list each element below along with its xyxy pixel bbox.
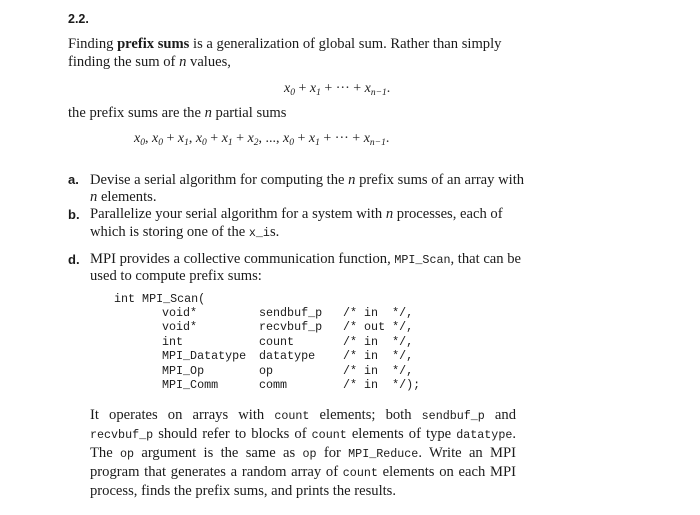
closing-code-mpi-reduce: MPI_Reduce <box>348 447 419 461</box>
p-t1: x <box>134 131 141 146</box>
eq-plus-1: + <box>294 81 310 96</box>
p-t3-plus-2: + <box>232 131 248 146</box>
qa-line2-b: elements. <box>97 189 157 205</box>
intro-text-2: is a generalization of global sum. Rather than simply <box>189 36 502 52</box>
code-comment: /* in */); <box>343 378 421 393</box>
closing-text: . The <box>90 426 516 461</box>
qb-var-n: n <box>385 206 394 222</box>
p-t1-sub: 0 <box>140 138 145 148</box>
eq-end: . <box>386 81 391 96</box>
p-t3-plus-1: + <box>206 131 222 146</box>
mid-text-b: partial sums <box>211 105 287 121</box>
code-header: int MPI_Scan( <box>114 292 206 306</box>
p-comma-3: , <box>258 131 266 146</box>
qb-code-xi: x_i <box>248 226 270 240</box>
p-t4-dots: ··· <box>334 131 349 146</box>
question-a-line-2 <box>90 188 156 206</box>
eq-x1: x <box>309 81 317 96</box>
intro-var-n: n <box>179 54 187 70</box>
code-type: void* <box>162 320 198 335</box>
code-type: MPI_Op <box>162 363 205 378</box>
eq-xn-sub: n−1 <box>370 88 387 98</box>
eq-x1-sub: 1 <box>316 88 321 98</box>
intro-line2-b: values, <box>186 54 231 70</box>
code-param: comm <box>259 378 288 393</box>
code-type: MPI_Comm <box>162 378 219 393</box>
mid-text-a: the prefix sums are the <box>68 105 205 121</box>
question-b-line-2 <box>90 223 279 242</box>
closing-text: elements on each MPI process, finds the prefix sums, and prints the results. <box>90 464 516 499</box>
intro-line-2 <box>68 53 231 71</box>
code-type: MPI_Datatype <box>162 349 247 364</box>
code-param: op <box>259 363 274 378</box>
code-names <box>259 306 322 392</box>
intro-line2-a: finding the sum of <box>68 54 180 70</box>
intro-bold-term: prefix sums <box>117 36 190 52</box>
qb-line1-a: Parallelize your serial algorithm for a system with <box>90 206 386 222</box>
qd-code-mpi-scan: MPI_Scan <box>394 253 451 267</box>
qb-line2-b: s. <box>269 224 280 240</box>
question-b-line-1 <box>90 205 503 223</box>
closing-text: . Write an MPI program that generates a random array of <box>90 445 516 480</box>
code-comment: /* out */, <box>343 320 414 335</box>
code-comment: /* in */, <box>343 334 414 349</box>
closing-text: should refer to blocks of <box>153 426 312 442</box>
p-t3b: x <box>221 131 228 146</box>
p-ellipsis: ... <box>265 131 277 146</box>
qd-line1-b: , that can be <box>450 251 521 267</box>
closing-text: for <box>316 445 349 461</box>
code-comments <box>343 306 420 392</box>
p-t4-plus-2: + <box>319 131 335 146</box>
closing-code-count: count <box>274 409 310 423</box>
closing-code-op: op <box>120 447 135 461</box>
p-comma-2: , <box>188 131 196 146</box>
code-param: count <box>259 334 295 349</box>
code-param: datatype <box>259 349 316 364</box>
question-a-line-1 <box>90 171 524 189</box>
qa-line2-var-n: n <box>90 189 98 205</box>
p-t4a-sub: 0 <box>289 138 294 148</box>
code-comment: /* in */, <box>343 306 414 320</box>
p-t4c-sub: n−1 <box>369 138 386 148</box>
closing-text: elements; both <box>309 407 422 423</box>
code-types <box>162 306 246 392</box>
question-d-line-2: used to compute prefix sums: <box>90 268 262 284</box>
closing-code-datatype: datatype <box>456 428 513 442</box>
closing-text: argument is the same as <box>134 445 303 461</box>
code-type: void* <box>162 306 198 320</box>
closing-paragraph <box>90 406 516 500</box>
intro-text-1: Finding <box>68 36 118 52</box>
closing-code-op: op <box>302 447 317 461</box>
code-comment: /* in */, <box>343 349 414 364</box>
qa-line1-a: Devise a serial algorithm for computing the <box>90 172 349 188</box>
qb-line1-b: processes, each of <box>393 206 503 222</box>
code-type: int <box>162 334 184 349</box>
closing-text: It operates on arrays with <box>90 407 275 423</box>
exercise-number: 2.2. <box>68 12 89 26</box>
qa-line1-b: prefix sums of an array with <box>355 172 525 188</box>
eq-x0-sub: 0 <box>290 88 295 98</box>
qd-line1-a: MPI provides a collective communication function, <box>90 251 395 267</box>
p-t2-plus: + <box>162 131 178 146</box>
closing-code-sendbuf: sendbuf_p <box>421 409 485 423</box>
p-t2b: x <box>177 131 185 146</box>
p-t4c: x <box>363 131 370 146</box>
p-t4b-sub: 1 <box>315 138 320 148</box>
closing-code-count: count <box>311 428 347 442</box>
closing-code-count: count <box>342 466 378 480</box>
p-t3a: x <box>195 131 203 146</box>
p-comma-1: , <box>144 131 152 146</box>
code-comment: /* in */, <box>343 363 414 378</box>
code-param: sendbuf_p <box>259 306 323 320</box>
intro-line-1 <box>68 35 501 53</box>
question-b-label: b. <box>68 207 80 222</box>
eq-dots: ··· <box>335 81 350 96</box>
eq-x0: x <box>284 81 291 96</box>
closing-text: and <box>484 407 516 423</box>
partial-sums-line <box>68 104 286 122</box>
mid-var-n: n <box>204 105 212 121</box>
p-comma-4: , <box>276 131 284 146</box>
p-t4b: x <box>308 131 316 146</box>
p-t3c: x <box>247 131 254 146</box>
eq-xn: x <box>364 81 371 96</box>
qa-var-n: n <box>348 172 356 188</box>
p-t2a-sub: 0 <box>158 138 163 148</box>
p-t4a: x <box>283 131 290 146</box>
p-t3a-sub: 0 <box>202 138 207 148</box>
eq-plus-3: + <box>349 81 365 96</box>
equation-partials <box>134 131 389 148</box>
p-t3b-sub: 1 <box>227 138 233 148</box>
closing-text: elements of type <box>346 426 457 442</box>
p-t2b-sub: 1 <box>184 138 189 148</box>
p-t3c-sub: 2 <box>253 138 259 148</box>
p-t4-plus-1: + <box>294 131 309 146</box>
closing-code-recvbuf: recvbuf_p <box>90 428 154 442</box>
question-a-label: a. <box>68 172 79 187</box>
question-d-label: d. <box>68 252 80 267</box>
eq-plus-2: + <box>320 81 336 96</box>
p-t4-plus-3: + <box>348 131 364 146</box>
equation-sum <box>284 81 390 98</box>
p-end: . <box>385 131 390 146</box>
qb-line2-a: which is storing one of the <box>90 224 249 240</box>
code-param: recvbuf_p <box>259 320 323 335</box>
p-t2a: x <box>151 131 159 146</box>
